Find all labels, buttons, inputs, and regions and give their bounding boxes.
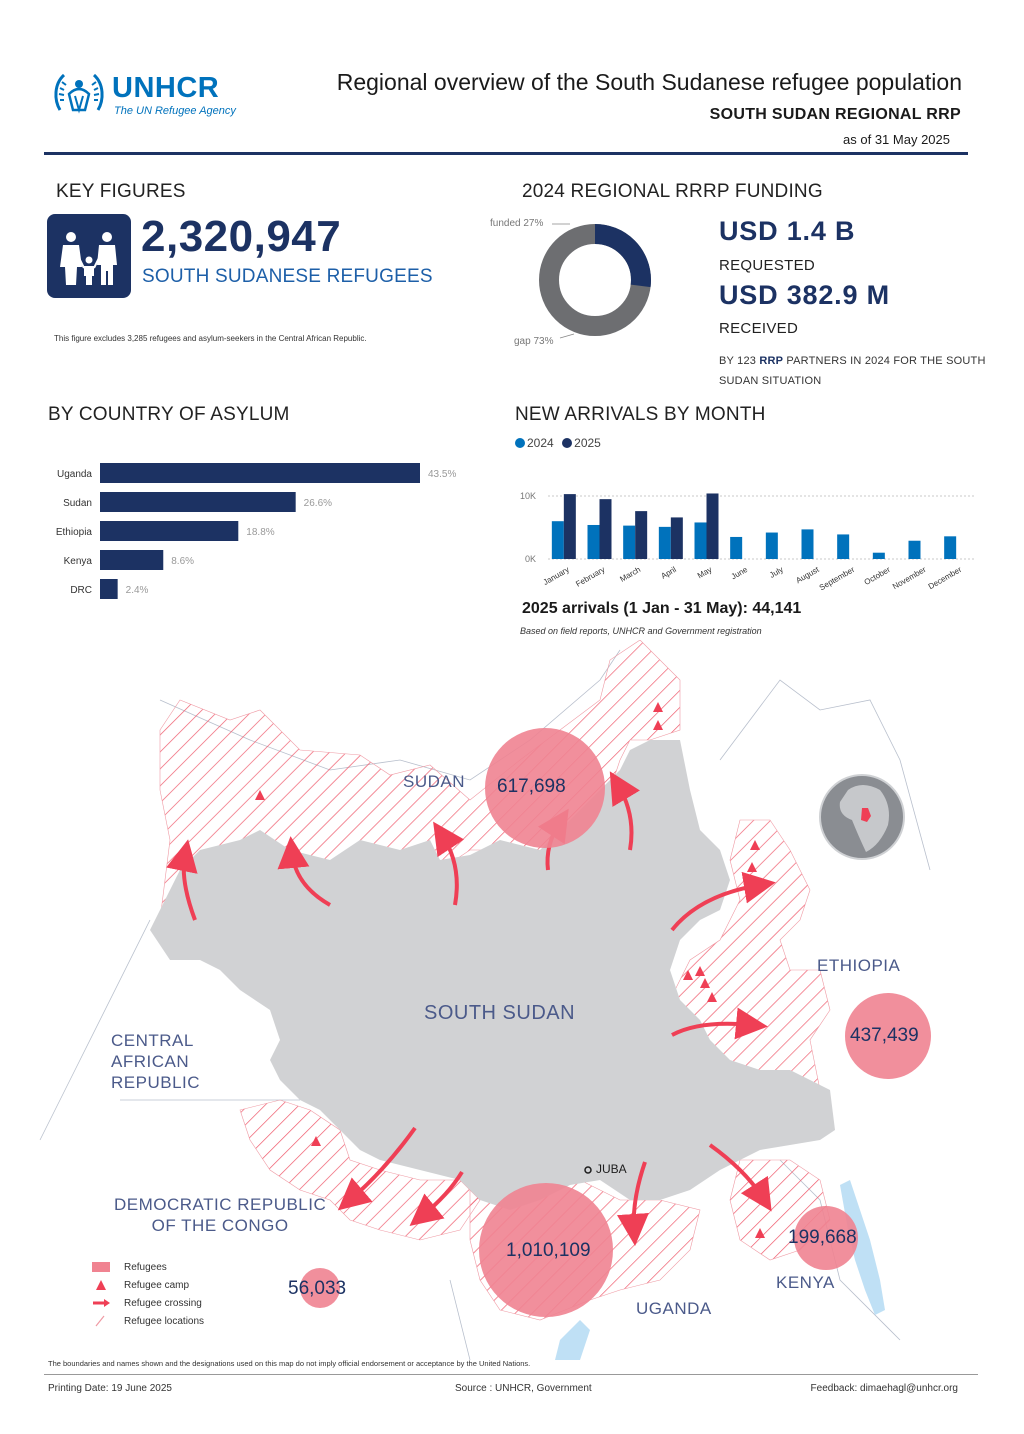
arrivals-bar-2025 <box>671 517 683 559</box>
arrivals-bar-2024 <box>837 534 849 559</box>
page-title: Regional overview of the South Sudanese refugee population <box>336 69 962 95</box>
legend-camp <box>92 1276 252 1294</box>
month-label: July <box>768 564 785 580</box>
arrivals-bar-2024 <box>944 536 956 559</box>
arrivals-heading: NEW ARRIVALS BY MONTH <box>515 404 766 425</box>
value-uganda: 1,010,109 <box>506 1240 591 1261</box>
month-label: November <box>891 564 928 592</box>
legend-refugees <box>92 1258 252 1276</box>
map-disclaimer: The boundaries and names shown and the designations used on this map do not imply official endorsement or acceptance by the United Nations. <box>48 1359 531 1368</box>
requested-label: REQUESTED <box>719 257 816 274</box>
key-figures-heading: KEY FIGURES <box>56 181 186 202</box>
label-south-sudan: SOUTH SUDAN <box>424 1002 576 1024</box>
asylum-value-label: 26.6% <box>303 498 333 509</box>
month-label: April <box>659 564 678 581</box>
feedback-link[interactable]: Feedback: dimaehagl@unhcr.org <box>810 1383 958 1394</box>
funding-heading: 2024 REGIONAL RRRP FUNDING <box>522 181 823 202</box>
arrivals-bar-2024 <box>909 541 921 559</box>
label-kenya: KENYA <box>776 1273 835 1292</box>
month-label: December <box>926 564 964 592</box>
label-uganda: UGANDA <box>636 1299 712 1318</box>
partners-pre: BY 123 <box>719 355 760 367</box>
gap-pct-label: gap 73% <box>514 336 554 347</box>
asylum-bar <box>100 579 118 599</box>
month-label: August <box>794 564 821 586</box>
value-ethiopia: 437,439 <box>850 1025 919 1046</box>
y-tick-label: 10K <box>519 491 536 501</box>
source: Source : UNHCR, Government <box>455 1383 592 1394</box>
legend-crossing-label: Refugee crossing <box>124 1297 202 1309</box>
total-refugees-label: SOUTH SUDANESE REFUGEES <box>142 266 433 287</box>
logo-tagline: The UN Refugee Agency <box>114 105 236 117</box>
refugees-swatch <box>92 1262 110 1272</box>
total-refugees-value: 2,320,947 <box>141 212 342 261</box>
received-value: USD 382.9 M <box>719 280 890 310</box>
asylum-bar <box>100 521 238 541</box>
month-label: May <box>695 564 714 581</box>
asylum-category-label: DRC <box>70 585 92 596</box>
asylum-bar <box>100 550 163 570</box>
month-label: March <box>618 564 643 584</box>
arrivals-legend <box>515 434 605 452</box>
label-juba: JUBA <box>596 1162 627 1176</box>
asylum-value-label: 2.4% <box>125 585 149 596</box>
footer-divider <box>44 1374 978 1375</box>
arrivals-bar-2025 <box>707 493 719 559</box>
legend-2025-label: 2025 <box>574 436 601 450</box>
arrivals-bar-2024 <box>766 533 778 559</box>
partners-post: PARTNERS IN 2024 FOR THE SOUTH SUDAN SITUATION <box>719 355 986 387</box>
asylum-bar <box>100 492 296 512</box>
partners-rrp: RRP <box>759 355 784 367</box>
map-legend <box>92 1258 252 1330</box>
arrivals-bar-chart <box>510 486 980 596</box>
key-figures-note: This figure excludes 3,285 refugees and asylum-seekers in the Central African Republic. <box>54 334 367 343</box>
legend-crossing <box>92 1294 252 1312</box>
globe-inset <box>820 775 904 859</box>
asylum-category-label: Uganda <box>56 469 92 480</box>
partners-note <box>719 351 989 391</box>
arrivals-bar-2025 <box>635 511 647 559</box>
arrivals-bar-2025 <box>600 499 612 559</box>
funding-donut-chart <box>486 212 666 352</box>
arrivals-bar-2024 <box>552 521 564 559</box>
legend-refugees-label: Refugees <box>124 1261 167 1273</box>
asylum-category-label: Kenya <box>63 556 92 567</box>
as-of-date: as of 31 May 2025 <box>843 132 950 147</box>
month-label: October <box>862 564 892 587</box>
legend-2025-swatch <box>562 438 572 448</box>
month-label: September <box>817 564 857 593</box>
asylum-heading: BY COUNTRY OF ASYLUM <box>48 404 290 425</box>
legend-locations <box>92 1312 252 1330</box>
arrow-icon <box>92 1297 110 1309</box>
arrivals-bar-2024 <box>873 553 885 559</box>
requested-value: USD 1.4 B <box>719 216 856 246</box>
arrivals-bar-2024 <box>802 529 814 559</box>
arrivals-bar-2025 <box>564 494 576 559</box>
value-kenya: 199,668 <box>788 1227 857 1248</box>
header-divider <box>44 152 968 155</box>
unhcr-logo <box>52 68 252 120</box>
lake-albert <box>555 1320 590 1360</box>
y-tick-label: 0K <box>524 554 536 564</box>
asylum-bar <box>100 463 420 483</box>
camp-icon <box>92 1279 110 1291</box>
asylum-value-label: 18.8% <box>246 527 275 538</box>
legend-2024-swatch <box>515 438 525 448</box>
unhcr-emblem-icon <box>52 70 106 116</box>
hatch-icon <box>92 1315 110 1327</box>
label-car: CENTRAL AFRICAN REPUBLIC <box>111 1031 201 1092</box>
asylum-category-label: Sudan <box>63 498 92 509</box>
arrivals-bar-2024 <box>623 526 635 559</box>
logo-name: UNHCR <box>112 72 220 104</box>
asylum-bar-chart <box>40 458 480 608</box>
received-label: RECEIVED <box>719 320 799 337</box>
legend-camp-label: Refugee camp <box>124 1279 190 1291</box>
family-icon <box>47 214 131 298</box>
asylum-category-label: Ethiopia <box>55 527 92 538</box>
legend-2024-label: 2024 <box>527 436 554 450</box>
printing-date: Printing Date: 19 June 2025 <box>48 1383 172 1394</box>
arrivals-bar-2024 <box>659 527 671 559</box>
label-drc: DEMOCRATIC REPUBLIC OF THE CONGO <box>114 1195 327 1235</box>
arrivals-bar-2024 <box>730 537 742 559</box>
arrivals-total: 2025 arrivals (1 Jan - 31 May): 44,141 <box>522 600 802 617</box>
asylum-value-label: 8.6% <box>171 556 195 567</box>
page-subtitle: SOUTH SUDAN REGIONAL RRP <box>709 106 961 123</box>
label-sudan: SUDAN <box>403 772 466 791</box>
asylum-value-label: 43.5% <box>428 469 457 480</box>
arrivals-bar-2024 <box>588 525 600 559</box>
legend-locations-label: Refugee locations <box>124 1315 205 1327</box>
value-sudan: 617,698 <box>497 776 566 797</box>
value-drc: 56,033 <box>288 1278 347 1299</box>
arrivals-note: Based on field reports, UNHCR and Government registration <box>520 626 762 636</box>
arrivals-bar-2024 <box>695 522 707 559</box>
funded-pct-label: funded 27% <box>490 218 544 229</box>
month-label: February <box>574 564 607 589</box>
label-ethiopia: ETHIOPIA <box>817 956 901 975</box>
month-label: January <box>541 564 571 587</box>
month-label: June <box>729 564 750 582</box>
